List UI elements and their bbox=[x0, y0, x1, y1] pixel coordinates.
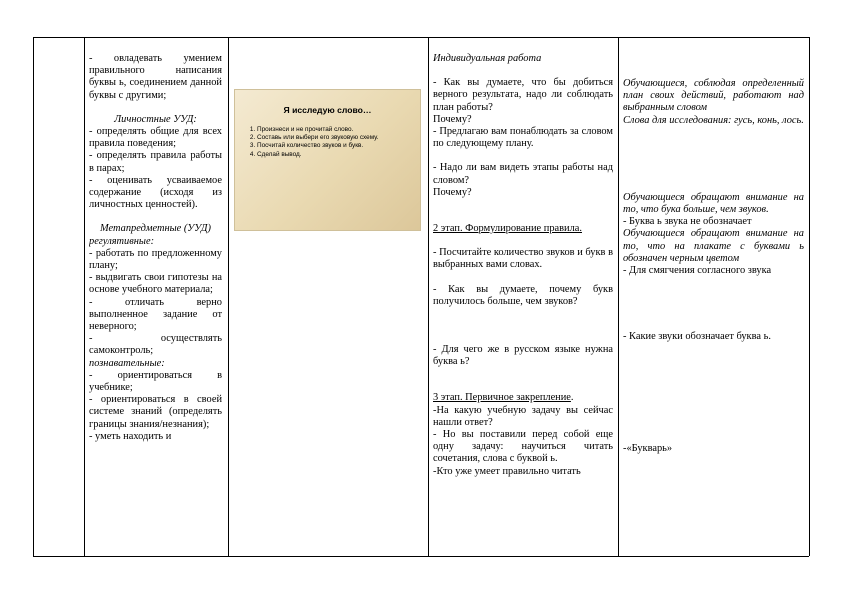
activity-heading: Индивидуальная работа bbox=[433, 53, 542, 64]
teacher-question: - Предлагаю вам понаблюдать за словом по следующему плану. bbox=[433, 126, 613, 150]
teacher-question: - Посчитайте количество звуков и букв в выбранных вами словах. bbox=[433, 247, 613, 271]
personal-item: - оценивать усваиваемое содержание (исходя из личностных ценностей). bbox=[89, 174, 222, 211]
regulatory-item: - осуществлять самоконтроль; bbox=[89, 333, 222, 357]
teacher-question: - Но вы поставили перед собой еще одну задачу: научиться читать сочетания, слова с буквой ь. bbox=[433, 429, 613, 465]
regulatory-item: - выдвигать свои гипотезы на основе учебного материала; bbox=[89, 272, 222, 296]
student-answer: Слова для исследования: гусь, конь, лось. bbox=[623, 114, 804, 126]
outcomes-cell bbox=[89, 53, 222, 555]
student-answer: - Для смягчения согласного звука bbox=[623, 265, 772, 277]
slide-title: Я исследую слово… bbox=[283, 105, 372, 115]
student-answer: Обучающиеся, соблюдая определенный план своих действий, работают над выбранным словом bbox=[623, 78, 804, 114]
teacher-question: - Надо ли вам видеть этапы работы над словом? bbox=[433, 162, 613, 186]
slide-step: 2. Составь или выбери его звуковую схему. bbox=[257, 134, 407, 142]
teacher-question: -Кто уже умеет правильно читать bbox=[433, 465, 581, 477]
cognitive-item: - ориентироваться в своей системе знаний (определять границы знания/незнания); bbox=[89, 394, 222, 430]
slide-step: 1. Произнеси и не прочитай слово. bbox=[257, 126, 407, 134]
slide-steps bbox=[243, 126, 407, 159]
teacher-question: - Как вы думаете, что бы добиться верного результата, надо ли соблюдать план работы? bbox=[433, 77, 613, 113]
table-border-col3 bbox=[428, 37, 429, 556]
regulatory-item: - отличать верно выполненное задание от неверного; bbox=[89, 296, 222, 333]
cognitive-heading: познавательные: bbox=[89, 357, 165, 369]
teacher-question: -На какую учебную задачу вы сейчас нашли ответ? bbox=[433, 404, 613, 428]
teacher-activity-cell bbox=[433, 53, 613, 555]
stage-heading: 3 этап. Первичное закрепление bbox=[433, 392, 571, 404]
student-activity-cell bbox=[623, 78, 804, 555]
slide-image bbox=[234, 89, 421, 231]
table-border-col1 bbox=[84, 37, 85, 556]
outcome-intro: - овладевать умением правильного написания буквы ь, соединением данной буквы с другими; bbox=[89, 53, 222, 101]
personal-item: - определять правила работы в парах; bbox=[89, 150, 222, 174]
teacher-question: - Для чего же в русском языке нужна буква ь? bbox=[433, 344, 613, 368]
table-border-right bbox=[809, 37, 810, 556]
table-border-left bbox=[33, 37, 34, 556]
stage-heading-dot: . bbox=[570, 392, 574, 404]
meta-heading: Метапредметные (УУД) bbox=[100, 223, 211, 235]
cognitive-item: - уметь находить и bbox=[89, 430, 172, 442]
teacher-question: Почему? bbox=[433, 186, 472, 198]
table-border-col4 bbox=[618, 37, 619, 556]
regulatory-heading: регулятивные: bbox=[89, 235, 155, 247]
teacher-question: - Как вы думаете, почему букв получилось больше, чем звуков? bbox=[433, 283, 613, 307]
slide-step: 4. Сделай вывод. bbox=[257, 151, 407, 159]
stage-heading: 2 этап. Формулирование правила. bbox=[433, 223, 582, 235]
personal-item: - определять общие для всех правила поведения; bbox=[89, 126, 222, 150]
student-answer: - Буква ь звука не обозначает bbox=[623, 216, 752, 228]
student-answer: Обучающиеся обращают внимание на то, что на плакате с буквами ь обозначен черным цветом bbox=[623, 228, 804, 264]
teacher-question: Почему? bbox=[433, 113, 472, 125]
stage-heading-row bbox=[433, 392, 613, 404]
student-answer: Обучающиеся обращают внимание на то, что бука больше, чем звуков. bbox=[623, 191, 804, 216]
cognitive-item: - ориентироваться в учебнике; bbox=[89, 369, 222, 394]
regulatory-item: - работать по предложенному плану; bbox=[89, 247, 222, 272]
student-answer: - Какие звуки обозначает буква ь. bbox=[623, 331, 771, 343]
slide-step: 3. Посчитай количество звуков и букв. bbox=[257, 142, 407, 150]
table-border-col2 bbox=[228, 37, 229, 556]
personal-heading: Личностные УУД: bbox=[114, 113, 197, 125]
student-answer: -«Букварь» bbox=[623, 443, 673, 455]
